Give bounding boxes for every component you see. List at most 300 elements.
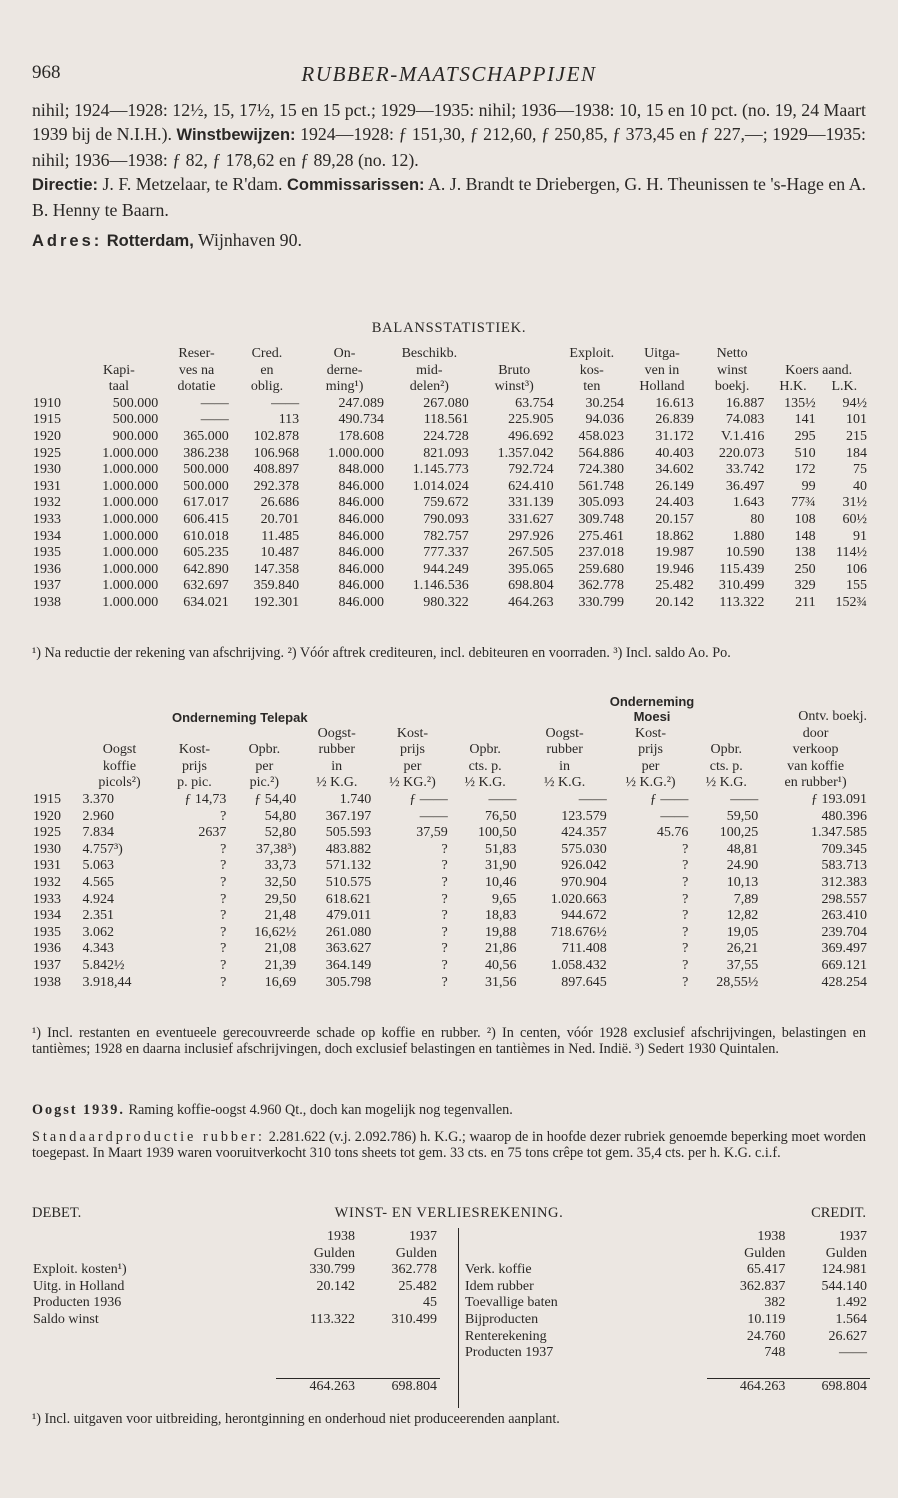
balans-header-cell: ven in (644, 362, 680, 378)
balans-value-cell: 20.157 (655, 511, 694, 527)
onderneming-value-cell: ? (441, 908, 448, 924)
onderneming-header-cell: Kost- (396, 725, 429, 741)
onderneming-header-cell: Ontv. boekj. (798, 709, 867, 724)
balans-header-cell: Holland (639, 379, 685, 395)
wv-debet-item-label: Producten 1936 (33, 1295, 122, 1311)
balans-value-cell: 846.000 (338, 528, 384, 544)
balans-header-cell (30, 379, 77, 396)
oogst-text: Raming koffie-oogst 4.960 Qt., doch kan mogelijk nog tegenvallen. (128, 1102, 513, 1118)
onderneming-header-cell: door (802, 725, 829, 741)
balans-value-cell: 500.000 (112, 412, 159, 428)
balans-value-cell: 16.887 (725, 395, 765, 411)
balans-row (30, 479, 870, 496)
onderneming-value-cell: ƒ 14,73 (184, 791, 227, 807)
adres-street: Wijnhaven 90. (197, 230, 302, 251)
wv-debet-label: DEBET. (32, 1205, 82, 1221)
onderneming-value-cell: 3.370 (82, 791, 114, 807)
onderneming-year-cell: 1920 (33, 808, 61, 824)
balans-value-cell: 510 (794, 445, 816, 461)
wv-debet-value-1937: 362.778 (391, 1262, 437, 1278)
wv-debet-row (30, 1295, 440, 1312)
balans-value-cell: 642.890 (183, 561, 229, 577)
balans-value-cell: 500.000 (183, 478, 229, 494)
onderneming-value-cell: ? (220, 908, 227, 924)
wv-credit-year1: 1938 (757, 1229, 786, 1244)
balans-value-cell: 848.000 (338, 462, 384, 478)
wv-credit-table (462, 1229, 870, 1396)
onderneming-value-cell: 28,55½ (716, 974, 759, 990)
balans-value-cell: 900.000 (112, 428, 159, 444)
balans-value-cell: 99 (801, 478, 816, 494)
onderneming-value-cell: 2637 (198, 825, 227, 841)
balans-header-cell (77, 346, 162, 363)
balans-value-cell: 224.728 (423, 428, 469, 444)
balans-row (30, 429, 870, 446)
dividend-paragraph (32, 98, 866, 172)
wv-debet-item-label: Exploit. kosten¹) (33, 1262, 127, 1278)
balans-header-cell: mid- (416, 362, 443, 378)
wv-credit-value-1938: 748 (764, 1345, 786, 1361)
wv-debet-unit-row (30, 1246, 440, 1263)
wv-credit-total-row (462, 1379, 870, 1396)
onderneming-value-cell: ? (441, 974, 448, 990)
adres-label: Adres: (32, 232, 103, 251)
balans-row (30, 412, 870, 429)
wv-credit-row (462, 1329, 870, 1346)
balans-value-cell: 172 (794, 462, 816, 478)
balans-value-cell: 490.734 (338, 412, 384, 428)
onderneming-value-cell: 24.90 (726, 858, 759, 874)
balans-header-cell: ves na (178, 362, 215, 378)
balans-year-cell: 1932 (33, 495, 61, 511)
onderneming-year-cell: 1925 (33, 825, 61, 841)
balans-value-cell: 698.804 (508, 578, 554, 594)
balans-title: BALANSSTATISTIEK. (371, 320, 527, 336)
wv-debet-total-row (30, 1379, 440, 1396)
onderneming-value-cell: 510.575 (325, 874, 372, 890)
onderneming-header-row (30, 759, 870, 776)
wv-debet-value-1938: 20.142 (316, 1278, 355, 1294)
balans-value-cell: 617.017 (183, 495, 229, 511)
onderneming-header-cell: Opbr. (469, 742, 501, 758)
balans-value-cell: 19.987 (655, 545, 694, 561)
balans-row (30, 595, 870, 612)
onderneming-value-cell: 261.080 (325, 924, 372, 940)
onderneming-value-cell: 7.834 (82, 825, 114, 841)
balans-value-cell: 1.000.000 (102, 545, 159, 561)
onderneming-value-cell: 364.149 (325, 957, 372, 973)
onderneming-header-cell: ½ KG.²) (389, 775, 436, 791)
onderneming-header-cell: Kost- (634, 725, 667, 741)
balans-year-cell: 1920 (33, 428, 61, 444)
moesi-group-line2: Moesi (633, 709, 671, 724)
balans-value-cell: 24.403 (655, 495, 694, 511)
onderneming-value-cell: ? (441, 841, 448, 857)
onderneming-value-cell: 4.343 (82, 941, 114, 957)
wv-credit-value-1938: 382 (764, 1295, 786, 1311)
onderneming-value-cell: ? (682, 974, 689, 990)
onderneming-value-cell: 52,80 (264, 825, 297, 841)
wv-debet-year-row (30, 1229, 440, 1246)
onderneming-header-cell: van koffie (787, 758, 845, 774)
balans-value-cell: 108 (794, 511, 816, 527)
onderneming-value-cell: 583.713 (821, 858, 867, 874)
onderneming-value-cell: 10,13 (726, 874, 759, 890)
onderneming-value-cell: 618.621 (325, 891, 372, 907)
onderneming-value-cell: ? (682, 841, 689, 857)
wv-debet-row (30, 1312, 440, 1329)
onderneming-value-cell: 40,56 (484, 957, 517, 973)
balans-value-cell: 113.322 (719, 594, 765, 610)
balans-value-cell: 115.439 (719, 561, 765, 577)
balans-value-cell: 458.023 (578, 428, 624, 444)
balans-value-cell: 184 (846, 445, 867, 461)
wv-debet-row (30, 1279, 440, 1296)
wv-debet-value-1938: 330.799 (309, 1262, 355, 1278)
onderneming-header-row (30, 775, 870, 792)
onderneming-value-cell: 239.704 (821, 924, 867, 940)
wv-debet-unit2: Gulden (395, 1245, 437, 1261)
onderneming-year-cell: 1915 (33, 791, 61, 807)
balans-value-cell: 359.840 (253, 578, 300, 594)
onderneming-value-cell: ? (220, 941, 227, 957)
wv-credit-item-label: Verk. koffie (465, 1262, 532, 1278)
balans-value-cell: 40.403 (655, 445, 694, 461)
onderneming-header-cell: Kost- (178, 742, 211, 758)
balans-value-cell: 275.461 (578, 528, 624, 544)
wv-credit-value-1937: 544.140 (821, 1278, 867, 1294)
onderneming-value-cell: 1.058.432 (550, 957, 607, 973)
balans-value-cell: 632.697 (183, 578, 229, 594)
onderneming-value-cell: 363.627 (325, 941, 372, 957)
balans-value-cell: 77¾ (791, 495, 816, 511)
standaard-text: 2.281.622 (v.j. 2.092.786) h. K.G.; waarop de in hoofde dezer rubriek genoemde beperking moet worden toegepast. In Maart 1939 waren vooruitverkocht 310 tons sheets tot gem. 33 cts. en 75 tons crêpe tot gem. 35,4 cts. per h. K.G. c.i.f. (32, 1129, 867, 1161)
balans-row (30, 462, 870, 479)
balans-year-cell: 1931 (33, 478, 61, 494)
onderneming-value-cell: —— (730, 791, 759, 807)
onderneming-value-cell: 32,50 (264, 874, 297, 890)
onderneming-value-cell: ? (682, 874, 689, 890)
page-number: 968 (32, 62, 61, 83)
balans-value-cell: 1.014.024 (412, 478, 469, 494)
onderneming-value-cell: 263.410 (821, 908, 867, 924)
balans-value-cell: 20.701 (260, 511, 300, 527)
balans-year-cell: 1910 (33, 395, 61, 411)
onderneming-value-cell: 2.960 (82, 808, 114, 824)
wv-credit-item-label: Renterekening (465, 1328, 547, 1344)
balans-header-cell: taal (108, 379, 129, 395)
balans-value-cell: —— (200, 395, 229, 411)
balans-value-cell: 20.142 (655, 594, 694, 610)
onderneming-value-cell: —— (419, 808, 448, 824)
onderneming-value-cell: 575.030 (561, 841, 607, 857)
onderneming-header-cell: per (641, 758, 660, 774)
wv-title: WINST- EN VERLIESREKENING. (334, 1205, 564, 1221)
wv-credit-total-1937: 698.804 (788, 1379, 870, 1396)
wv-credit-blank (462, 1246, 707, 1263)
moesi-group-line1: Onderneming (609, 694, 695, 709)
onderneming-value-cell: 51,83 (484, 841, 517, 857)
balans-value-cell: 11.485 (261, 528, 300, 544)
onderneming-row (30, 941, 870, 958)
balans-value-cell: 135½ (784, 395, 816, 411)
balans-row (30, 495, 870, 512)
balans-value-cell: 297.926 (508, 528, 554, 544)
balans-row (30, 562, 870, 579)
balans-value-cell: 500.000 (183, 462, 229, 478)
balans-value-cell: 267.080 (423, 395, 469, 411)
balans-row (30, 545, 870, 562)
balans-header-cell: Cred. (251, 346, 283, 361)
wv-debet-blank (30, 1246, 276, 1263)
wv-credit-row (462, 1345, 870, 1362)
balans-value-cell: 225.905 (508, 412, 554, 428)
onderneming-header-cell: ½ K.G. (464, 775, 506, 791)
onderneming-value-cell: —— (488, 791, 517, 807)
onderneming-value-cell: ? (220, 858, 227, 874)
balans-value-cell: 1.145.773 (412, 462, 469, 478)
onderneming-value-cell: ? (441, 891, 448, 907)
balans-year-cell: 1936 (33, 561, 61, 577)
onderneming-value-cell: 37,59 (416, 825, 448, 841)
onderneming-value-cell: 100,50 (477, 825, 517, 841)
onderneming-value-cell: —— (660, 808, 689, 824)
wv-credit-label: CREDIT. (811, 1205, 866, 1221)
directie-text: J. F. Metzelaar, te R'dam. (102, 174, 283, 195)
balans-value-cell: 178.608 (338, 428, 384, 444)
balans-value-cell: 1.000.000 (102, 478, 159, 494)
onderneming-value-cell: 3.918,44 (82, 974, 132, 990)
wv-debet-blank (30, 1229, 276, 1246)
onderneming-value-cell: 970.904 (561, 874, 607, 890)
balans-header-cell: en (260, 362, 274, 378)
onderneming-value-cell: 944.672 (561, 908, 607, 924)
balans-header-row (30, 363, 870, 380)
onderneming-header-cell: ½ K.G. (316, 775, 358, 791)
wv-credit-row (462, 1262, 870, 1279)
wv-debet-spacer-row (30, 1345, 440, 1362)
balans-value-cell: 155 (846, 578, 867, 594)
onderneming-header-cell: cts. p. (709, 758, 743, 774)
balans-value-cell: 846.000 (338, 561, 384, 577)
balans-value-cell: 606.415 (183, 511, 229, 527)
onderneming-header-row (30, 742, 870, 759)
wv-credit-item-label: Toevallige baten (465, 1295, 558, 1311)
onderneming-value-cell: ? (220, 841, 227, 857)
balans-value-cell: 25.482 (655, 578, 694, 594)
onderneming-value-cell: ? (682, 908, 689, 924)
balans-row (30, 529, 870, 546)
onderneming-value-cell: ƒ —— (409, 791, 448, 807)
onderneming-value-cell: 59,50 (726, 808, 759, 824)
address-paragraph (32, 228, 866, 253)
balans-value-cell: 1.000.000 (102, 511, 159, 527)
balans-header-cell (30, 346, 77, 363)
balans-value-cell: 561.748 (578, 478, 624, 494)
onderneming-value-cell: 367.197 (325, 808, 372, 824)
onderneming-row (30, 792, 870, 809)
wv-footnote: ¹) Incl. uitgaven voor uitbreiding, herontginning en onderhoud niet produceerenden aanplant. (32, 1411, 560, 1427)
onderneming-value-cell: 4.565 (82, 874, 114, 890)
onderneming-header-cell (30, 726, 79, 743)
onderneming-value-cell: ? (441, 874, 448, 890)
onderneming-value-cell: 29,50 (264, 891, 297, 907)
onderneming-header-cell: picols²) (98, 775, 141, 791)
wv-credit-row (462, 1295, 870, 1312)
wv-credit-value-1937: 1.564 (835, 1311, 867, 1327)
onderneming-value-cell: 709.345 (821, 841, 867, 857)
onderneming-value-cell: 5.842½ (82, 957, 125, 973)
onderneming-value-cell: 123.579 (561, 808, 607, 824)
onderneming-value-cell: 897.645 (561, 974, 607, 990)
balans-value-cell: 106.968 (253, 445, 300, 461)
wv-debet-total-1938: 464.263 (276, 1379, 358, 1396)
onderneming-value-cell: ? (682, 957, 689, 973)
balans-value-cell: 846.000 (338, 594, 384, 610)
wv-credit-value-1938: 362.837 (739, 1278, 786, 1294)
onderneming-year-cell: 1931 (33, 858, 61, 874)
onderneming-year-cell: 1936 (33, 941, 61, 957)
onderneming-value-cell: 718.676½ (550, 924, 607, 940)
balans-value-cell: 1.000.000 (102, 528, 159, 544)
wv-credit-year2: 1937 (839, 1229, 867, 1244)
balans-header-cell: Koers aand. (785, 362, 853, 378)
onderneming-value-cell: 3.062 (82, 924, 114, 940)
onderneming-row (30, 875, 870, 892)
balans-value-cell: 113 (278, 412, 300, 428)
balans-value-cell: —— (200, 412, 229, 428)
wv-credit-unit1: Gulden (744, 1245, 786, 1261)
onderneming-header-cell: pic.²) (249, 775, 280, 791)
balans-value-cell: V.1.416 (721, 428, 765, 444)
directie-label: Directie: (32, 176, 99, 195)
onderneming-row (30, 958, 870, 975)
onderneming-header-cell (30, 759, 79, 776)
onderneming-year-cell: 1938 (33, 974, 61, 990)
onderneming-header-cell: Opbr. (710, 742, 743, 758)
balans-header-cell: Uitga- (644, 346, 680, 361)
oogst-label: Oogst 1939. (32, 1102, 125, 1118)
onderneming-header-cell: Oogst- (545, 725, 584, 741)
balans-value-cell: 1.000.000 (102, 578, 159, 594)
onderneming-value-cell: 18,83 (484, 908, 517, 924)
onderneming-header-cell: prijs (182, 758, 207, 774)
balans-year-cell: 1935 (33, 545, 61, 561)
balans-value-cell: 63.754 (515, 395, 554, 411)
onderneming-value-cell: 76,50 (484, 808, 517, 824)
wv-credit-value-1938: 65.417 (746, 1262, 786, 1278)
onderneming-header-cell (30, 775, 79, 792)
onderneming-header-cell (229, 726, 299, 743)
balans-header-row (30, 379, 870, 396)
wv-debet-row (30, 1262, 440, 1279)
onderneming-value-cell: 479.011 (326, 908, 372, 924)
onderneming-value-cell: 26,21 (726, 941, 759, 957)
wv-debet-gap-row (30, 1362, 440, 1379)
wv-credit-value-1938: 10.119 (747, 1311, 786, 1327)
wv-debet-value-1937: 310.499 (391, 1311, 437, 1327)
onderneming-value-cell: ? (682, 891, 689, 907)
balans-value-cell: 31.172 (655, 428, 694, 444)
balans-value-cell: 259.680 (578, 561, 624, 577)
balans-value-cell: 267.505 (508, 545, 554, 561)
wv-debet-unit1: Gulden (313, 1245, 355, 1261)
balans-value-cell: 980.322 (423, 594, 469, 610)
balans-year-cell: 1938 (33, 594, 61, 610)
balans-year-cell: 1915 (33, 412, 61, 428)
onderneming-row (30, 908, 870, 925)
balans-footnote: ¹) Na reductie der rekening van afschrijving. ²) Vóór aftrek crediteuren, incl. debiteuren en voorraden. ³) Incl. saldo Ao. Po. (32, 645, 731, 661)
onderneming-value-cell: 2.351 (82, 908, 114, 924)
balans-header-cell: winst (716, 362, 748, 378)
wv-debet-year2: 1937 (409, 1229, 437, 1244)
wv-credit-unit2: Gulden (825, 1245, 867, 1261)
page-header (32, 62, 866, 86)
balans-value-cell: 75 (853, 462, 867, 478)
wv-credit-gap (462, 1362, 870, 1379)
onderneming-value-cell: 505.593 (325, 825, 372, 841)
balans-value-cell: 148 (794, 528, 816, 544)
balans-value-cell: 141 (794, 412, 816, 428)
balans-value-cell: 777.337 (423, 545, 469, 561)
onderneming-value-cell: ? (441, 924, 448, 940)
wv-credit-row (462, 1312, 870, 1329)
onderneming-value-cell: ? (441, 957, 448, 973)
onderneming-value-cell: 428.254 (821, 974, 867, 990)
balans-value-cell: 846.000 (338, 495, 384, 511)
onderneming-header-cell: verkoop (792, 742, 839, 758)
onderneming-value-cell: 12,82 (726, 908, 759, 924)
balans-header-cell: derne- (326, 362, 363, 378)
onderneming-value-cell: ? (682, 941, 689, 957)
commissarissen-text: A. J. Brandt te Driebergen, G. H. Theunissen te 's-Hage en A. B. Henny te Baarn. (32, 174, 866, 220)
onderneming-year-cell: 1932 (33, 874, 61, 890)
wv-debet-item-label: Uitg. in Holland (33, 1278, 125, 1294)
onderneming-value-cell: ? (220, 957, 227, 973)
balans-header-cell: Netto (716, 346, 748, 361)
balans-value-cell: 782.757 (423, 528, 469, 544)
onderneming-value-cell: ? (220, 808, 227, 824)
onderneming-value-cell: 369.497 (821, 941, 867, 957)
wv-credit-value-1937: 1.492 (835, 1295, 867, 1311)
standaard-paragraph (32, 1130, 866, 1161)
onderneming-header-cell: prijs (400, 742, 425, 758)
balans-value-cell: 30.254 (585, 395, 624, 411)
wv-debet-total-1937: 698.804 (358, 1379, 440, 1396)
balans-value-cell: 624.410 (508, 478, 554, 494)
balans-header-cell: Kapi- (102, 362, 135, 378)
adres-city: Rotterdam, (106, 232, 194, 251)
balans-value-cell: 386.238 (183, 445, 229, 461)
onderneming-header-cell: cts. p. (468, 758, 502, 774)
wv-credit-value-1937: —— (839, 1345, 867, 1361)
onderneming-header-cell: ½ K.G.²) (625, 775, 676, 791)
balans-header-cell (767, 346, 818, 363)
balans-value-cell: 152¾ (835, 594, 867, 610)
balans-value-cell: 610.018 (183, 528, 229, 544)
onderneming-value-cell: 7,89 (733, 891, 759, 907)
onderneming-value-cell: ƒ 54,40 (254, 791, 297, 807)
wv-debet-blank (30, 1379, 276, 1396)
onderneming-value-cell: 100,25 (719, 825, 759, 841)
balans-row (30, 396, 870, 413)
wv-debet-table (30, 1229, 440, 1396)
commissarissen-label: Commissarissen: (286, 176, 425, 195)
onderneming-value-cell: 31,90 (484, 858, 517, 874)
balans-value-cell: 26.686 (260, 495, 300, 511)
onderneming-value-cell: ? (220, 891, 227, 907)
onderneming-header-cell: in (331, 758, 343, 774)
